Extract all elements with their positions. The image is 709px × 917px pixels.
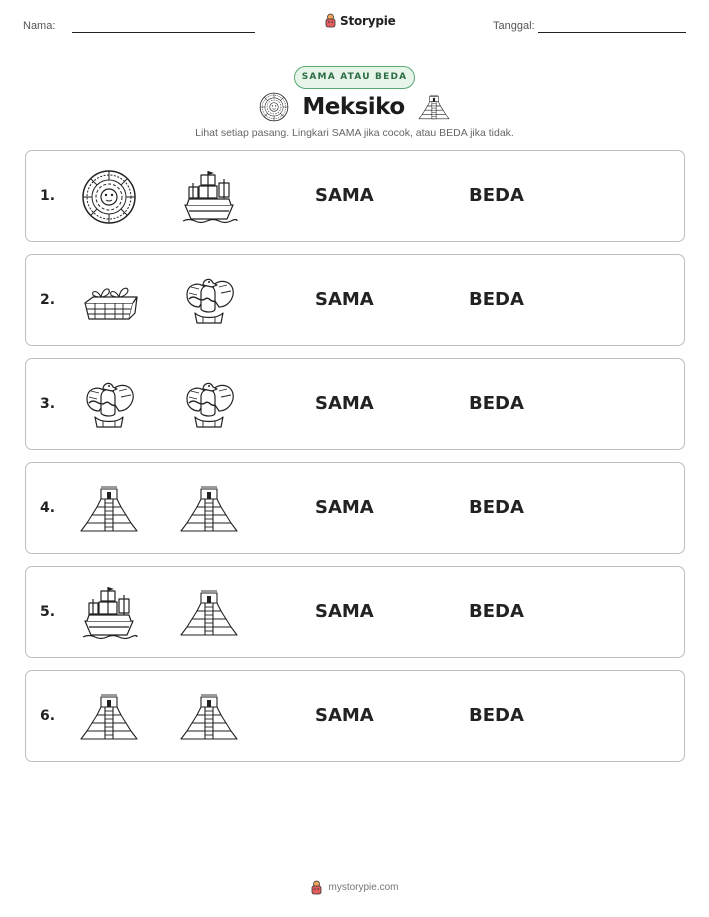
pyramid-icon — [179, 689, 239, 745]
different-option[interactable]: BEDA — [469, 393, 524, 414]
pyramid-icon — [179, 481, 239, 537]
instructions: Lihat setiap pasang. Lingkari SAMA jika cocok, atau BEDA jika tidak. — [195, 127, 514, 139]
ship-icon — [79, 585, 139, 641]
same-option[interactable]: SAMA — [315, 185, 374, 206]
different-option[interactable]: BEDA — [469, 601, 524, 622]
date-label: Tanggal: — [493, 20, 535, 32]
question-row — [25, 670, 685, 762]
same-option[interactable]: SAMA — [315, 393, 374, 414]
question-row — [25, 462, 685, 554]
same-option[interactable]: SAMA — [315, 601, 374, 622]
aztec-calendar-icon — [258, 92, 290, 122]
aztec-calendar-icon — [79, 169, 139, 225]
question-number: 1. — [40, 188, 56, 204]
different-option[interactable]: BEDA — [469, 289, 524, 310]
storypie-logo-icon — [310, 880, 323, 895]
storypie-logo-icon — [324, 13, 337, 28]
title-row — [0, 91, 709, 123]
pyramid-icon — [79, 481, 139, 537]
question-row — [25, 150, 685, 242]
pyramid-icon — [417, 92, 451, 122]
chinampa-garden-icon — [79, 273, 139, 329]
same-option[interactable]: SAMA — [315, 705, 374, 726]
brand-name: Storypie — [340, 13, 396, 28]
question-number: 3. — [40, 396, 56, 412]
date-input-line[interactable] — [538, 32, 686, 33]
question-row — [25, 566, 685, 658]
question-row — [25, 358, 685, 450]
brand — [324, 13, 396, 28]
footer-url: mystorypie.com — [328, 882, 399, 893]
different-option[interactable]: BEDA — [469, 705, 524, 726]
eagle-snake-icon — [179, 273, 239, 329]
question-number: 4. — [40, 500, 56, 516]
question-number: 6. — [40, 708, 56, 724]
different-option[interactable]: BEDA — [469, 497, 524, 518]
footer — [0, 880, 709, 895]
name-label: Nama: — [23, 20, 56, 32]
question-number: 5. — [40, 604, 56, 620]
eagle-snake-icon — [179, 377, 239, 433]
question-number: 2. — [40, 292, 56, 308]
same-option[interactable]: SAMA — [315, 289, 374, 310]
name-input-line[interactable] — [72, 32, 255, 33]
question-row — [25, 254, 685, 346]
ship-icon — [179, 169, 239, 225]
eagle-snake-icon — [79, 377, 139, 433]
pyramid-icon — [79, 689, 139, 745]
different-option[interactable]: BEDA — [469, 185, 524, 206]
pyramid-icon — [179, 585, 239, 641]
worksheet-type-badge: SAMA ATAU BEDA — [294, 66, 415, 89]
page-title: Meksiko — [302, 94, 405, 120]
same-option[interactable]: SAMA — [315, 497, 374, 518]
